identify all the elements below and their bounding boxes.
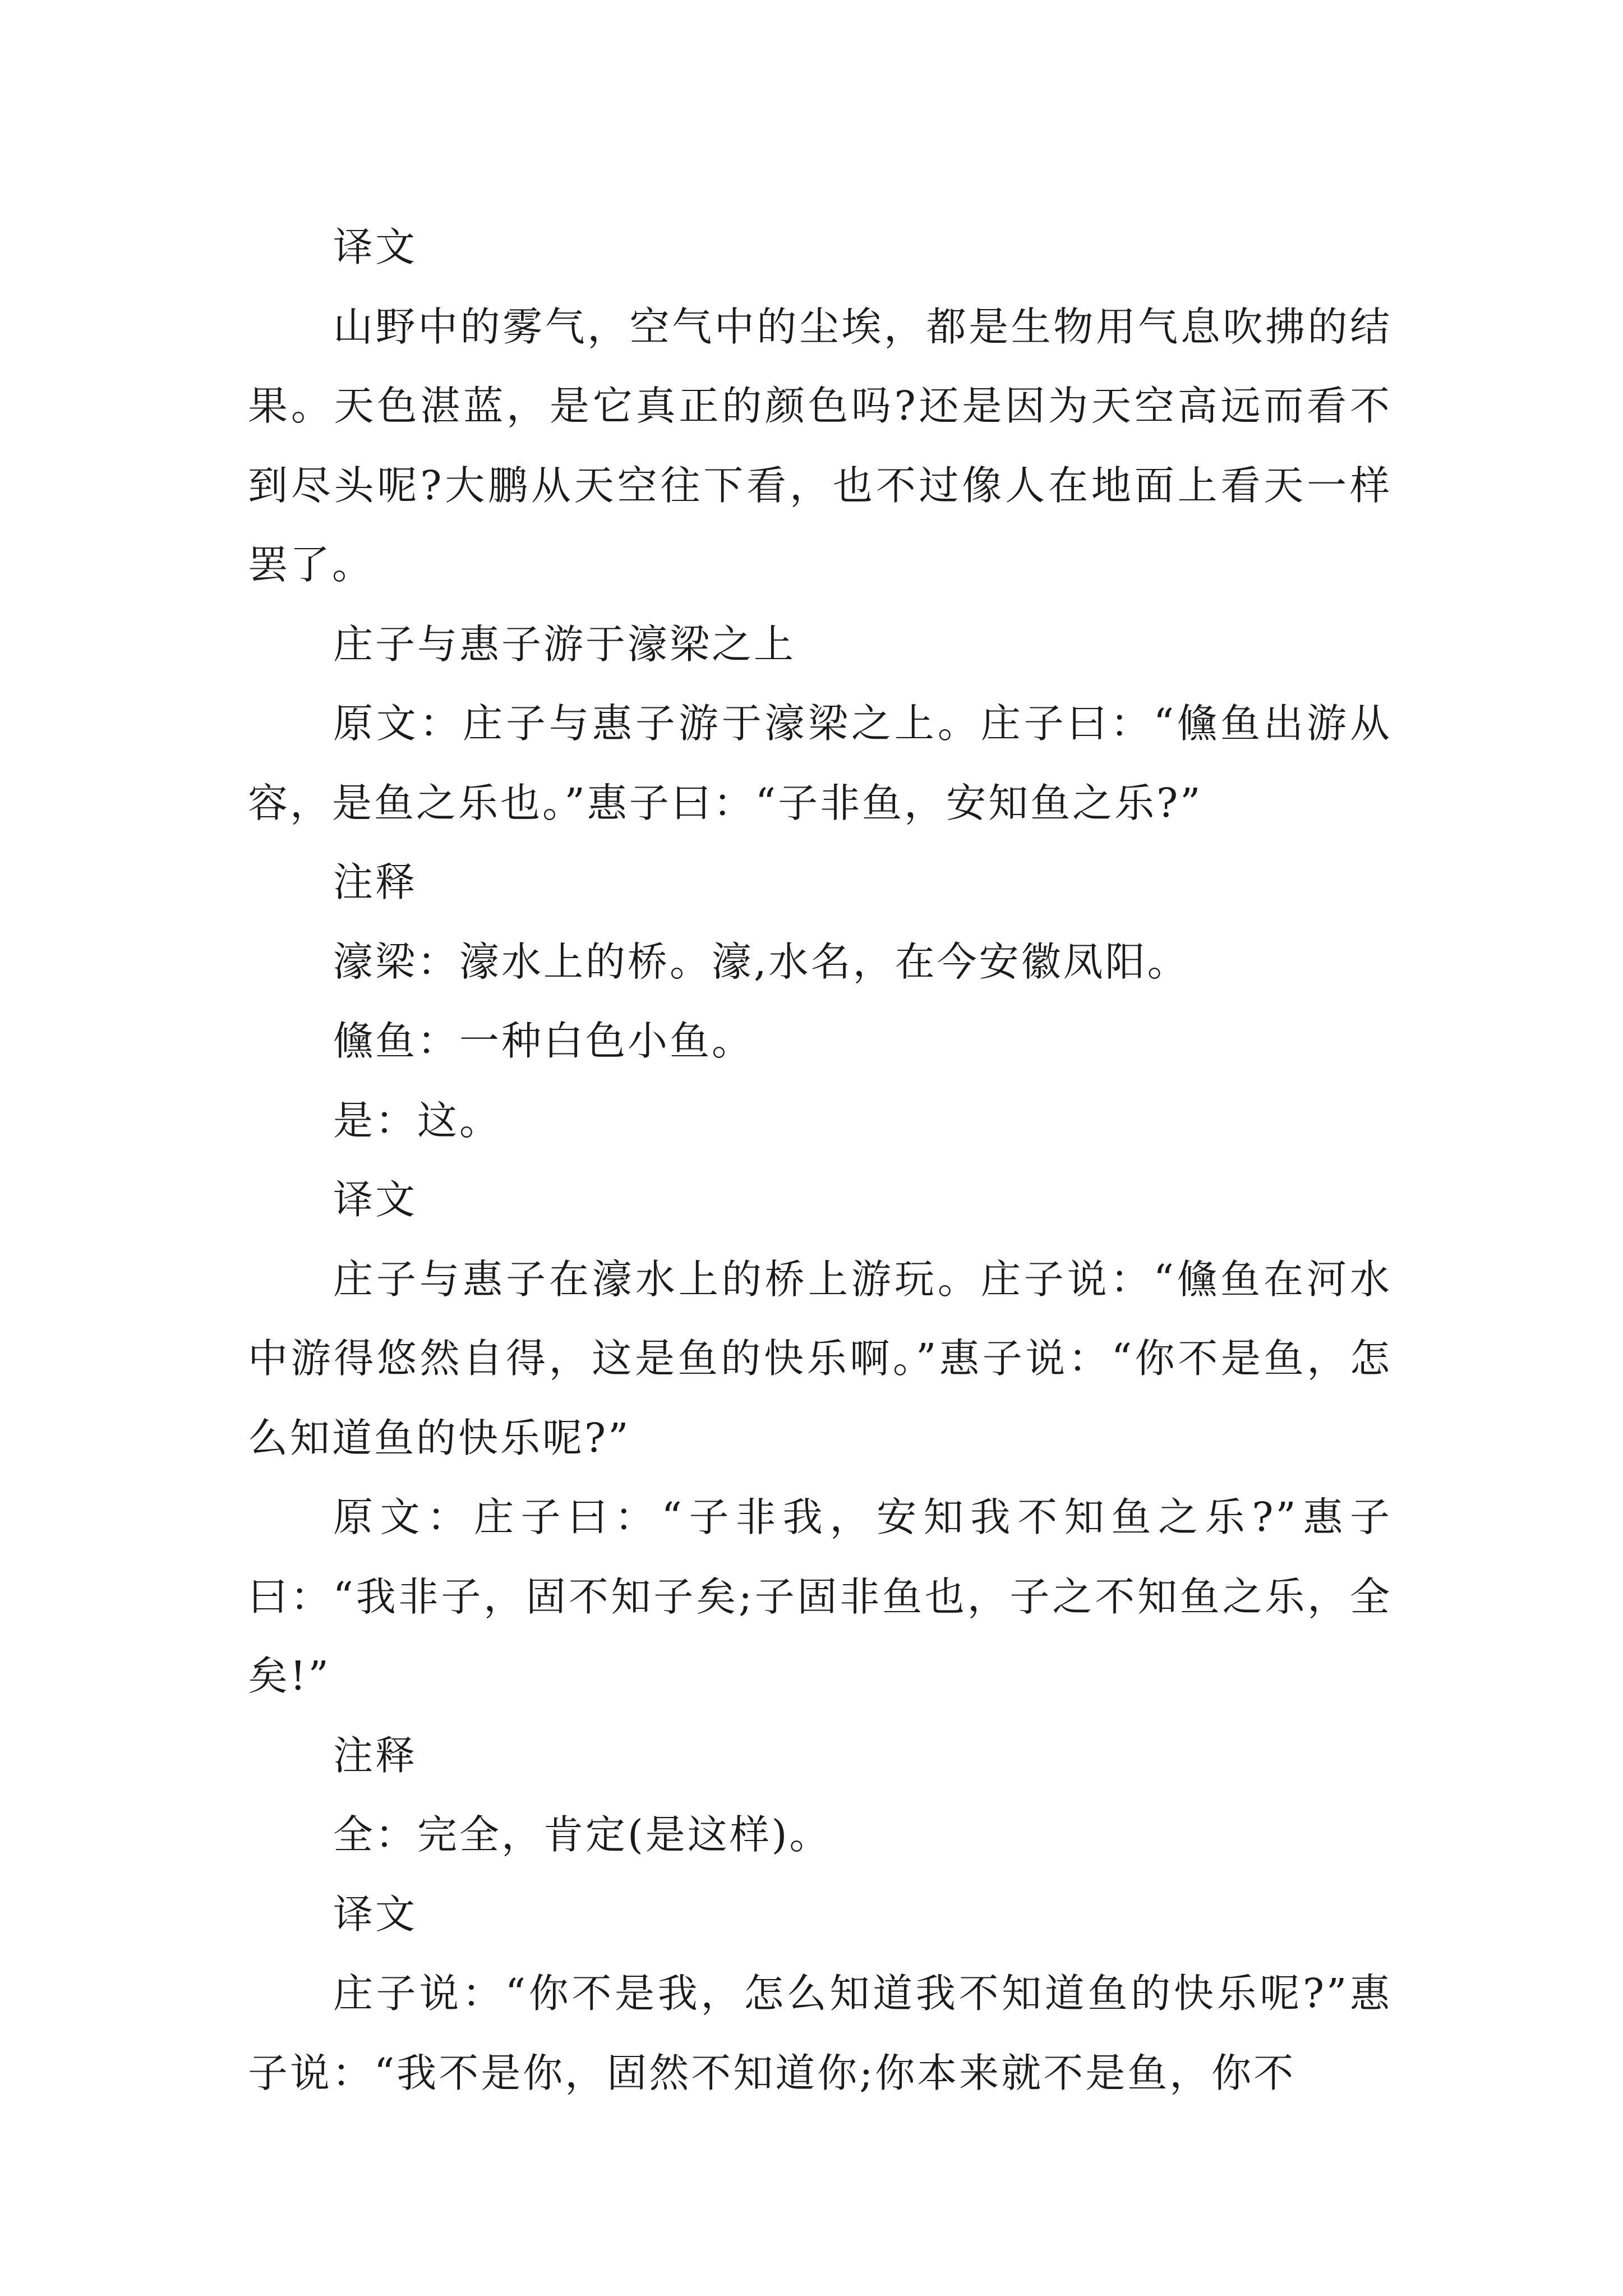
paragraph-translation-text: 庄子说：“你不是我，怎么知道我不知道鱼的快乐呢?”惠子说：“我不是你，固然不知道你;你本来就不是鱼，你不 (248, 1970, 1392, 2096)
heading-notes: 注释 (333, 1732, 418, 1779)
paragraph-original-text: 原文：庄子曰：“子非我，安知我不知鱼之乐?”惠子曰：“我非子，固不知子矣;子固非鱼也，子之不知鱼之乐，全矣!” (248, 1494, 1392, 1699)
heading-translation: 译文 (333, 1176, 418, 1223)
heading-translation: 译文 (333, 224, 418, 270)
heading-translation: 译文 (333, 1890, 418, 1938)
section-title: 庄子与惠子游于濠梁之上 (333, 620, 796, 668)
paragraph-original-text: 原文：庄子与惠子游于濠梁之上。庄子曰：“儵鱼出游从容，是鱼之乐也。”惠子曰：“子非鱼，安知鱼之乐?” (248, 700, 1392, 826)
heading-notes: 注释 (333, 859, 418, 905)
paragraph-translation-text: 庄子与惠子在濠水上的桥上游玩。庄子说：“儵鱼在河水中游得悠然自得，这是鱼的快乐啊。”惠子说：“你不是鱼，怎么知道鱼的快乐呢?” (248, 1255, 1392, 1461)
paragraph-translation-text: 山野中的雾气，空气中的尘埃，都是生物用气息吹拂的结果。天色湛蓝，是它真正的颜色吗?还是因为天空高远而看不到尽头呢?大鹏从天空往下看，也不过像人在地面上看天一样罢了。 (248, 303, 1392, 588)
note-item: 濠梁：濠水上的桥。濠,水名，在今安徽凤阳。 (333, 938, 1189, 985)
note-item: 儵鱼：一种白色小鱼。 (333, 1018, 754, 1064)
note-item: 是：这。 (333, 1097, 502, 1144)
document-page (248, 208, 1392, 2113)
note-item: 全：完全，肯定(是这样)。 (333, 1811, 832, 1858)
